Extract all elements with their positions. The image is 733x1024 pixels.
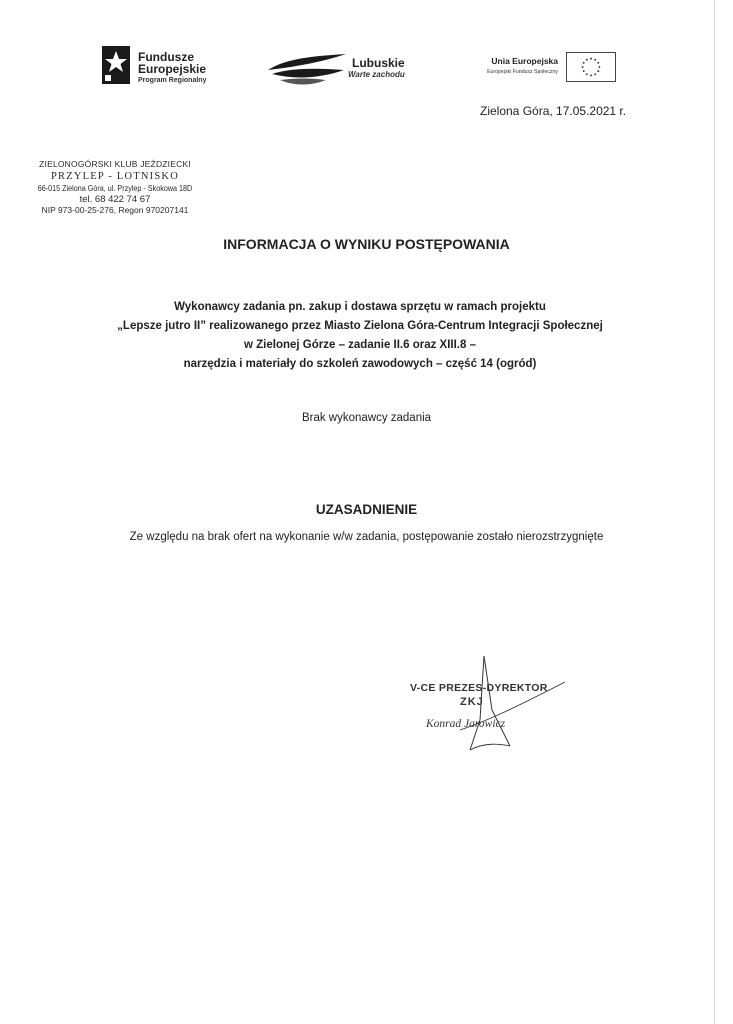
- lubuskie-swoosh-icon: [266, 48, 350, 92]
- eu-flag-icon: [566, 52, 616, 82]
- signatory-name: Konrad Jarowicz: [426, 718, 506, 730]
- unia-europejska-logo: [462, 52, 616, 84]
- intro-line2: „Lepsze jutro II” realizowanego przez Miasto Zielona Góra-Centrum Integracji Społecznej: [117, 320, 603, 332]
- stamp-line4: tel. 68 422 74 67: [79, 194, 151, 205]
- intro-line3: w Zielonej Górze – zadanie II.6 oraz XIII.8 –: [244, 339, 476, 351]
- stamp-line1: ZIELONOGÓRSKI KLUB JEŹDZIECKI: [39, 159, 191, 169]
- ue-fund: Europejski Fundusz Społeczny: [487, 69, 558, 75]
- fundusze-line1: Fundusze: [138, 50, 194, 64]
- intro-paragraph: [100, 298, 620, 374]
- fundusze-line3: Program Regionalny: [138, 77, 207, 84]
- fundusze-line2: Europejskie: [138, 62, 207, 76]
- justification-heading: UZASADNIENIE: [315, 502, 418, 517]
- lubuskie-logo: [266, 48, 416, 94]
- intro-line4: narzędzia i materiały do szkoleń zawodowych – część 14 (ogród): [183, 358, 537, 370]
- signatory-org: ZKJ: [460, 696, 484, 708]
- stamp-line3: 66-015 Zielona Góra, ul. Przylep - Skokowa 18D: [37, 184, 193, 193]
- fundusze-star-icon: [102, 46, 130, 84]
- document-title: INFORMACJA O WYNIKU POSTĘPOWANIA: [223, 236, 510, 252]
- stamp-line5: NIP 973-00-25-276, Regon 970207141: [41, 205, 189, 215]
- place-and-date: Zielona Góra, 17.05.2021 r.: [480, 104, 627, 118]
- justification-text: Ze względu na brak ofert na wykonanie w/w zadania, postępowanie zostało nierozstrzygnięte: [129, 531, 604, 543]
- handwritten-signature: [400, 650, 580, 760]
- intro-line1: Wykonawcy zadania pn. zakup i dostawa sprzętu w ramach projektu: [174, 301, 546, 313]
- signatory-role: V-CE PREZES-DYREKTOR: [410, 682, 548, 694]
- organization-stamp: [20, 158, 210, 216]
- lubuskie-name: Lubuskie: [352, 56, 405, 70]
- result-text: Brak wykonawcy zadania: [301, 412, 432, 424]
- ue-name: Unia Europejska: [491, 56, 558, 66]
- lubuskie-tagline: Warte zachodu: [348, 70, 405, 79]
- stamp-line2: PRZYLEP - LOTNISKO: [51, 171, 179, 182]
- fundusze-europejskie-logo: [102, 44, 232, 88]
